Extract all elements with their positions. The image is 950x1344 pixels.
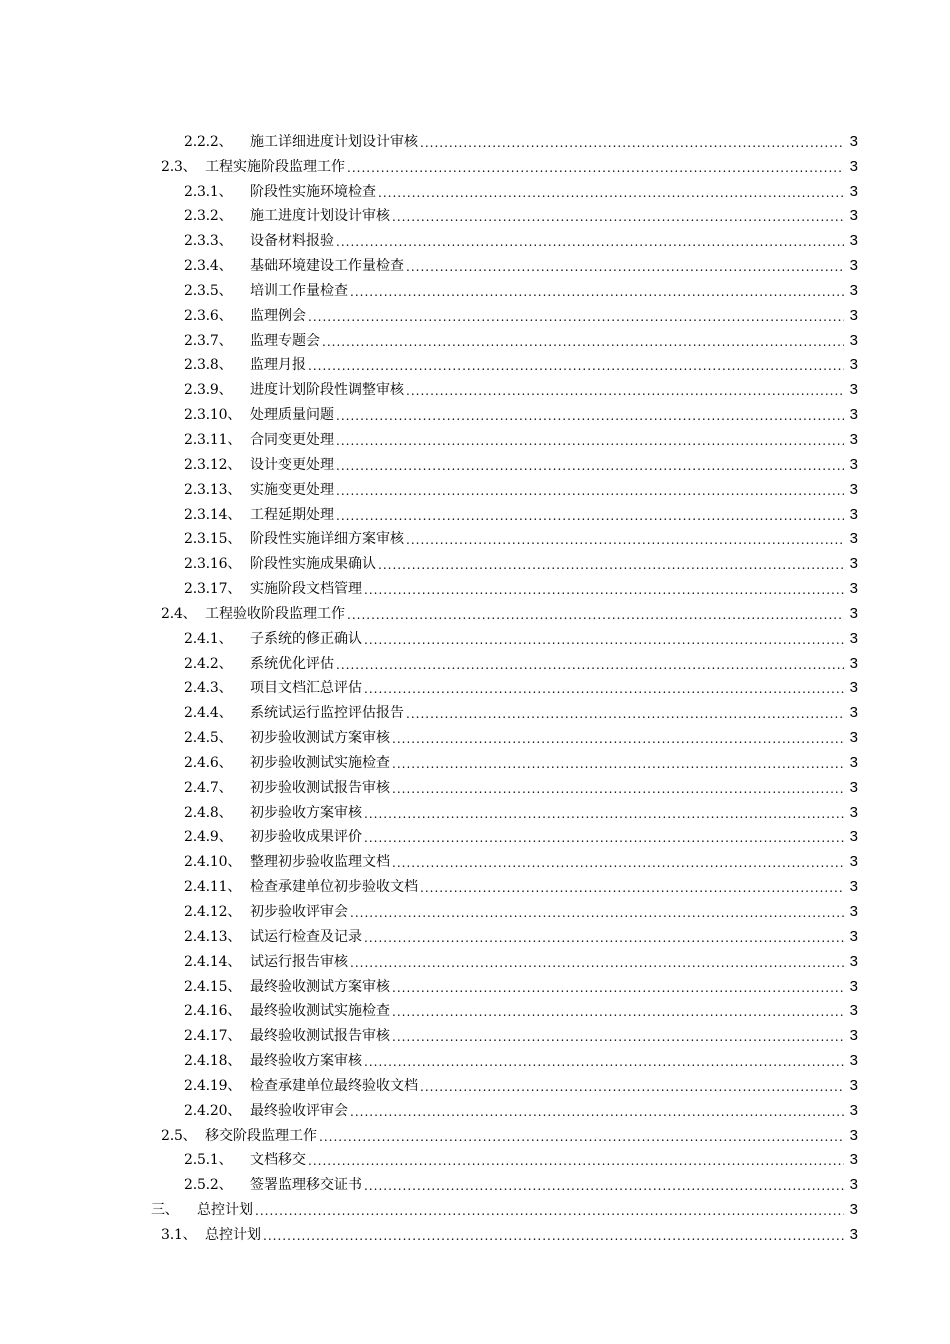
toc-entry-number: 2.3.12、 [184, 456, 242, 473]
toc-entry-4[interactable] [0, 201, 950, 226]
toc-entry-number: 2.4.14、 [184, 953, 242, 970]
toc-entry-text [161, 1226, 261, 1244]
toc-entry-number: 2.3.13、 [184, 481, 242, 498]
toc-entry-27[interactable] [0, 772, 950, 797]
toc-dot-leader [378, 557, 844, 573]
toc-entry-18[interactable] [0, 548, 950, 573]
toc-dot-leader [336, 508, 844, 524]
toc-dot-leader [350, 955, 844, 971]
toc-entry-number: 2.4.6、 [184, 754, 233, 771]
toc-page-number: 3 [849, 406, 858, 424]
toc-dot-leader [350, 905, 844, 921]
toc-entry-number: 2.4.12、 [184, 904, 242, 920]
toc-entry-text [184, 356, 306, 374]
toc-entry-25[interactable] [0, 722, 950, 747]
toc-page-number: 3 [849, 1002, 858, 1020]
toc-entry-number: 2.3.15、 [184, 531, 242, 548]
toc-page-number: 3 [849, 977, 858, 995]
toc-entry-30[interactable] [0, 846, 950, 871]
toc-entry-text [184, 828, 362, 846]
toc-entry-title: 工程实施阶段监理工作 [205, 158, 345, 175]
toc-entry-text [184, 207, 390, 225]
toc-entry-21[interactable] [0, 623, 950, 648]
toc-entry-number: 2.3.7、 [184, 332, 233, 349]
toc-page-number: 3 [849, 306, 858, 324]
toc-entry-title: 设计变更处理 [250, 456, 334, 473]
toc-entry-19[interactable] [0, 573, 950, 598]
toc-entry-title: 施工详细进度计划设计审核 [250, 133, 418, 150]
toc-entry-number: 2.4.2、 [184, 655, 233, 672]
toc-dot-leader [319, 1129, 844, 1145]
toc-page-number: 3 [849, 828, 858, 846]
toc-entry-number: 2.4.9、 [184, 829, 233, 846]
toc-dot-leader [406, 383, 844, 399]
toc-entry-text [184, 257, 404, 275]
toc-entry-number: 2.5.1、 [184, 1152, 233, 1169]
toc-entry-title: 阶段性实施详细方案审核 [250, 531, 404, 548]
toc-entry-number: 2.4.11、 [184, 879, 242, 896]
toc-page-number: 3 [849, 381, 858, 399]
toc-page-number: 3 [849, 430, 858, 448]
toc-entry-title: 试运行报告审核 [250, 953, 348, 970]
toc-entry-5[interactable] [0, 225, 950, 250]
toc-entry-title: 阶段性实施成果确认 [250, 556, 376, 573]
toc-entry-28[interactable] [0, 797, 950, 822]
table-of-contents [0, 126, 950, 1244]
toc-entry-title: 处理质量问题 [250, 407, 334, 424]
toc-page-number: 3 [849, 1076, 858, 1094]
toc-entry-number: 2.4.16、 [184, 1003, 242, 1020]
toc-dot-leader [364, 1054, 844, 1070]
toc-entry-title: 实施阶段文档管理 [250, 581, 362, 598]
toc-entry-number: 2.4.15、 [184, 978, 242, 995]
toc-entry-22[interactable] [0, 648, 950, 673]
toc-entry-number: 2.4.4、 [184, 705, 233, 722]
toc-dot-leader [392, 781, 844, 797]
toc-entry-text [184, 729, 390, 747]
toc-entry-36[interactable] [0, 996, 950, 1021]
toc-page-number: 3 [849, 530, 858, 548]
toc-entry-45[interactable] [0, 1219, 950, 1244]
toc-entry-number: 2.3.8、 [184, 357, 233, 374]
toc-dot-leader [406, 259, 844, 275]
toc-dot-leader [364, 632, 844, 648]
toc-entry-text [184, 332, 320, 350]
toc-entry-text [184, 555, 376, 573]
toc-entry-37[interactable] [0, 1020, 950, 1045]
toc-entry-12[interactable] [0, 399, 950, 424]
toc-entry-44[interactable] [0, 1194, 950, 1219]
toc-entry-41[interactable] [0, 1120, 950, 1145]
toc-dot-leader [364, 582, 844, 598]
toc-entry-text [184, 307, 306, 325]
toc-dot-leader [378, 185, 844, 201]
toc-page-number: 3 [849, 207, 858, 225]
toc-entry-title: 检查承建单位初步验收文档 [250, 879, 418, 896]
toc-entry-text [184, 406, 334, 424]
toc-entry-title: 系统优化评估 [250, 655, 334, 672]
toc-entry-number: 2.4.19、 [184, 1077, 242, 1094]
toc-entry-text [184, 183, 376, 201]
toc-entry-title: 初步验收测试方案审核 [250, 730, 390, 747]
toc-page-number: 3 [849, 580, 858, 598]
toc-dot-leader [347, 160, 844, 176]
toc-entry-title: 移交阶段监理工作 [205, 1127, 317, 1144]
toc-page-number: 3 [849, 1151, 858, 1169]
toc-page-number: 3 [849, 157, 858, 175]
toc-page-number: 3 [849, 1052, 858, 1070]
toc-entry-number: 2.3.16、 [184, 556, 242, 573]
toc-entry-number: 2.2.2、 [184, 133, 233, 150]
toc-entry-title: 基础环境建设工作量检查 [250, 258, 404, 275]
toc-entry-24[interactable] [0, 697, 950, 722]
toc-entry-title: 项目文档汇总评估 [250, 680, 362, 697]
toc-entry-20[interactable] [0, 598, 950, 623]
toc-dot-leader [406, 532, 844, 548]
toc-page-number: 3 [849, 604, 858, 622]
toc-entry-title: 子系统的修正确认 [250, 630, 362, 647]
toc-dot-leader [364, 806, 844, 822]
toc-entry-26[interactable] [0, 747, 950, 772]
toc-page-number: 3 [849, 1176, 858, 1194]
toc-entry-number: 2.4.10、 [184, 854, 242, 871]
toc-dot-leader [420, 1079, 844, 1095]
toc-entry-number: 2.3.17、 [184, 581, 242, 598]
toc-entry-title: 文档移交 [250, 1152, 306, 1169]
toc-entry-number: 2.5、 [161, 1127, 197, 1144]
toc-entry-10[interactable] [0, 350, 950, 375]
toc-entry-text [184, 903, 348, 921]
toc-entry-text [184, 1077, 418, 1095]
toc-entry-number: 2.3、 [161, 158, 197, 175]
toc-dot-leader [420, 135, 844, 151]
toc-entry-text [184, 1151, 306, 1169]
toc-entry-text [184, 580, 362, 598]
toc-entry-text [184, 1052, 362, 1070]
toc-entry-title: 最终验收测试实施检查 [250, 1003, 390, 1020]
toc-entry-text [161, 158, 345, 176]
toc-entry-text [184, 679, 362, 697]
toc-entry-number: 2.4.7、 [184, 779, 233, 796]
toc-entry-number: 3.1、 [161, 1226, 197, 1243]
toc-entry-39[interactable] [0, 1070, 950, 1095]
toc-entry-title: 最终验收评审会 [250, 1102, 348, 1119]
toc-page-number: 3 [849, 679, 858, 697]
toc-dot-leader [406, 706, 844, 722]
toc-page-number: 3 [849, 1225, 858, 1243]
toc-entry-number: 2.4.13、 [184, 928, 242, 945]
toc-page-number: 3 [849, 132, 858, 150]
toc-entry-text [161, 1127, 317, 1145]
toc-entry-text [184, 779, 390, 797]
toc-entry-29[interactable] [0, 822, 950, 847]
toc-page-number: 3 [849, 903, 858, 920]
toc-entry-23[interactable] [0, 673, 950, 698]
toc-entry-number: 2.4.18、 [184, 1053, 242, 1070]
toc-entry-text [184, 1027, 390, 1045]
toc-page-number: 3 [849, 778, 858, 796]
toc-entry-15[interactable] [0, 474, 950, 499]
toc-dot-leader [308, 309, 844, 325]
toc-dot-leader [322, 334, 844, 350]
toc-dot-leader [336, 458, 844, 474]
toc-entry-text [184, 1102, 348, 1120]
toc-page-number: 3 [849, 232, 858, 250]
toc-entry-number: 2.4.5、 [184, 730, 233, 747]
toc-entry-number: 2.3.9、 [184, 382, 233, 399]
toc-dot-leader [308, 358, 844, 374]
toc-entry-number: 2.3.3、 [184, 233, 233, 250]
toc-entry-number: 三、 [151, 1202, 179, 1219]
toc-entry-text [184, 381, 404, 399]
toc-page-number: 3 [849, 927, 858, 945]
toc-entry-text [151, 1201, 253, 1219]
toc-page-number: 3 [849, 1201, 858, 1219]
toc-entry-title: 监理专题会 [250, 332, 320, 349]
toc-dot-leader [392, 209, 844, 225]
toc-dot-leader [308, 1153, 844, 1169]
toc-dot-leader [392, 756, 844, 772]
toc-entry-title: 进度计划阶段性调整审核 [250, 382, 404, 399]
toc-entry-1[interactable] [0, 126, 950, 151]
toc-entry-number: 2.5.2、 [184, 1177, 233, 1194]
toc-entry-title: 试运行检查及记录 [250, 928, 362, 945]
toc-entry-text [184, 1176, 362, 1194]
toc-page-number: 3 [849, 182, 858, 200]
toc-entry-text [184, 953, 348, 971]
toc-entry-text [184, 232, 334, 250]
toc-entry-11[interactable] [0, 374, 950, 399]
toc-entry-33[interactable] [0, 921, 950, 946]
toc-page-number: 3 [849, 1101, 858, 1119]
toc-entry-number: 2.3.1、 [184, 183, 233, 200]
toc-entry-text [184, 481, 334, 499]
toc-entry-title: 施工进度计划设计审核 [250, 208, 390, 225]
toc-dot-leader [392, 731, 844, 747]
toc-entry-title: 监理例会 [250, 307, 306, 324]
toc-page-number: 3 [849, 753, 858, 771]
toc-page-number: 3 [849, 257, 858, 275]
toc-entry-text [184, 853, 390, 871]
toc-entry-title: 检查承建单位最终验收文档 [250, 1077, 418, 1094]
toc-entry-number: 2.3.5、 [184, 282, 233, 299]
toc-entry-title: 阶段性实施环境检查 [250, 183, 376, 200]
toc-dot-leader [364, 1178, 844, 1194]
toc-dot-leader [392, 855, 844, 871]
toc-dot-leader [350, 284, 844, 300]
toc-entry-17[interactable] [0, 524, 950, 549]
toc-entry-text [184, 928, 362, 946]
toc-entry-number: 2.4.20、 [184, 1102, 242, 1119]
toc-entry-title: 设备材料报验 [250, 233, 334, 250]
toc-dot-leader [392, 1004, 844, 1020]
toc-entry-title: 培训工作量检查 [250, 282, 348, 299]
toc-entry-text [184, 282, 348, 300]
toc-entry-38[interactable] [0, 1045, 950, 1070]
toc-entry-text [184, 431, 334, 449]
toc-dot-leader [336, 408, 844, 424]
toc-entry-title: 初步验收测试报告审核 [250, 779, 390, 796]
toc-entry-number: 2.3.6、 [184, 307, 233, 324]
toc-entry-title: 初步验收成果评价 [250, 829, 362, 846]
toc-page-number: 3 [849, 1027, 858, 1045]
toc-page-number: 3 [849, 803, 858, 821]
toc-entry-title: 整理初步验收监理文档 [250, 854, 390, 871]
toc-dot-leader [364, 681, 844, 697]
toc-entry-title: 最终验收方案审核 [250, 1053, 362, 1070]
toc-entry-title: 工程验收阶段监理工作 [205, 605, 345, 622]
toc-entry-text [184, 456, 334, 474]
toc-page-number: 3 [849, 331, 858, 349]
toc-entry-42[interactable] [0, 1145, 950, 1170]
toc-entry-title: 初步验收评审会 [250, 904, 348, 920]
toc-page-number: 3 [849, 505, 858, 523]
toc-entry-title: 初步验收测试实施检查 [250, 754, 390, 771]
toc-entry-title: 总控计划 [197, 1202, 253, 1219]
toc-entry-number: 2.3.2、 [184, 208, 233, 225]
toc-entry-34[interactable] [0, 946, 950, 971]
toc-page-number: 3 [849, 629, 858, 647]
toc-entry-number: 2.3.10、 [184, 407, 242, 424]
toc-page-number: 3 [849, 356, 858, 374]
toc-page-number: 3 [849, 853, 858, 871]
toc-entry-8[interactable] [0, 300, 950, 325]
toc-entry-40[interactable] [0, 1095, 950, 1120]
toc-dot-leader [336, 657, 844, 673]
toc-page-number: 3 [849, 878, 858, 896]
toc-entry-9[interactable] [0, 325, 950, 350]
toc-dot-leader [350, 1104, 844, 1120]
toc-entry-number: 2.4.8、 [184, 804, 233, 821]
toc-entry-title: 合同变更处理 [250, 431, 334, 448]
toc-dot-leader [364, 830, 844, 846]
toc-entry-14[interactable] [0, 449, 950, 474]
toc-entry-number: 2.4.17、 [184, 1028, 242, 1045]
toc-entry-number: 2.4.3、 [184, 680, 233, 697]
toc-entry-43[interactable] [0, 1169, 950, 1194]
toc-dot-leader [336, 483, 844, 499]
toc-entry-7[interactable] [0, 275, 950, 300]
toc-dot-leader [255, 1203, 844, 1219]
toc-page-number: 3 [849, 952, 858, 970]
toc-entry-13[interactable] [0, 424, 950, 449]
toc-entry-3[interactable] [0, 176, 950, 201]
toc-entry-number: 2.3.4、 [184, 258, 233, 275]
toc-entry-text [184, 978, 390, 996]
toc-entry-title: 实施变更处理 [250, 481, 334, 498]
toc-dot-leader [336, 234, 844, 250]
toc-page-number: 3 [849, 1126, 858, 1144]
toc-entry-title: 初步验收方案审核 [250, 804, 362, 821]
toc-entry-title: 监理月报 [250, 357, 306, 374]
toc-entry-number: 2.4、 [161, 605, 197, 622]
toc-page-number: 3 [849, 281, 858, 299]
toc-entry-title: 工程延期处理 [250, 506, 334, 523]
toc-page-number: 3 [849, 654, 858, 672]
toc-dot-leader [263, 1228, 844, 1244]
toc-entry-text [184, 754, 390, 772]
toc-entry-text [161, 605, 345, 623]
toc-page-number: 3 [849, 555, 858, 573]
toc-entry-text [184, 506, 334, 524]
toc-entry-text [184, 804, 362, 822]
toc-page-number: 3 [849, 480, 858, 498]
toc-dot-leader [392, 1029, 844, 1045]
toc-entry-32[interactable] [0, 896, 950, 921]
toc-entry-6[interactable] [0, 250, 950, 275]
toc-entry-31[interactable] [0, 871, 950, 896]
toc-page-number: 3 [849, 455, 858, 473]
toc-entry-text [184, 630, 362, 648]
toc-dot-leader [347, 607, 844, 623]
toc-page-number: 3 [849, 704, 858, 722]
toc-entry-title: 最终验收测试方案审核 [250, 978, 390, 995]
toc-entry-text [184, 1002, 390, 1020]
toc-entry-title: 总控计划 [205, 1226, 261, 1243]
toc-dot-leader [364, 930, 844, 946]
toc-dot-leader [336, 433, 844, 449]
toc-entry-number: 2.3.11、 [184, 431, 242, 448]
toc-entry-16[interactable] [0, 499, 950, 524]
toc-entry-title: 签署监理移交证书 [250, 1177, 362, 1194]
toc-entry-title: 最终验收测试报告审核 [250, 1028, 390, 1045]
toc-entry-title: 系统试运行监控评估报告 [250, 705, 404, 722]
toc-entry-number: 2.3.14、 [184, 506, 242, 523]
toc-page-number: 3 [849, 729, 858, 747]
toc-dot-leader [392, 980, 844, 996]
toc-entry-text [184, 133, 418, 151]
toc-dot-leader [420, 880, 844, 896]
toc-entry-text [184, 704, 404, 722]
toc-entry-text [184, 878, 418, 896]
toc-entry-text [184, 530, 404, 548]
toc-entry-2[interactable] [0, 151, 950, 176]
toc-entry-number: 2.4.1、 [184, 630, 233, 647]
toc-entry-35[interactable] [0, 971, 950, 996]
toc-entry-text [184, 655, 334, 673]
